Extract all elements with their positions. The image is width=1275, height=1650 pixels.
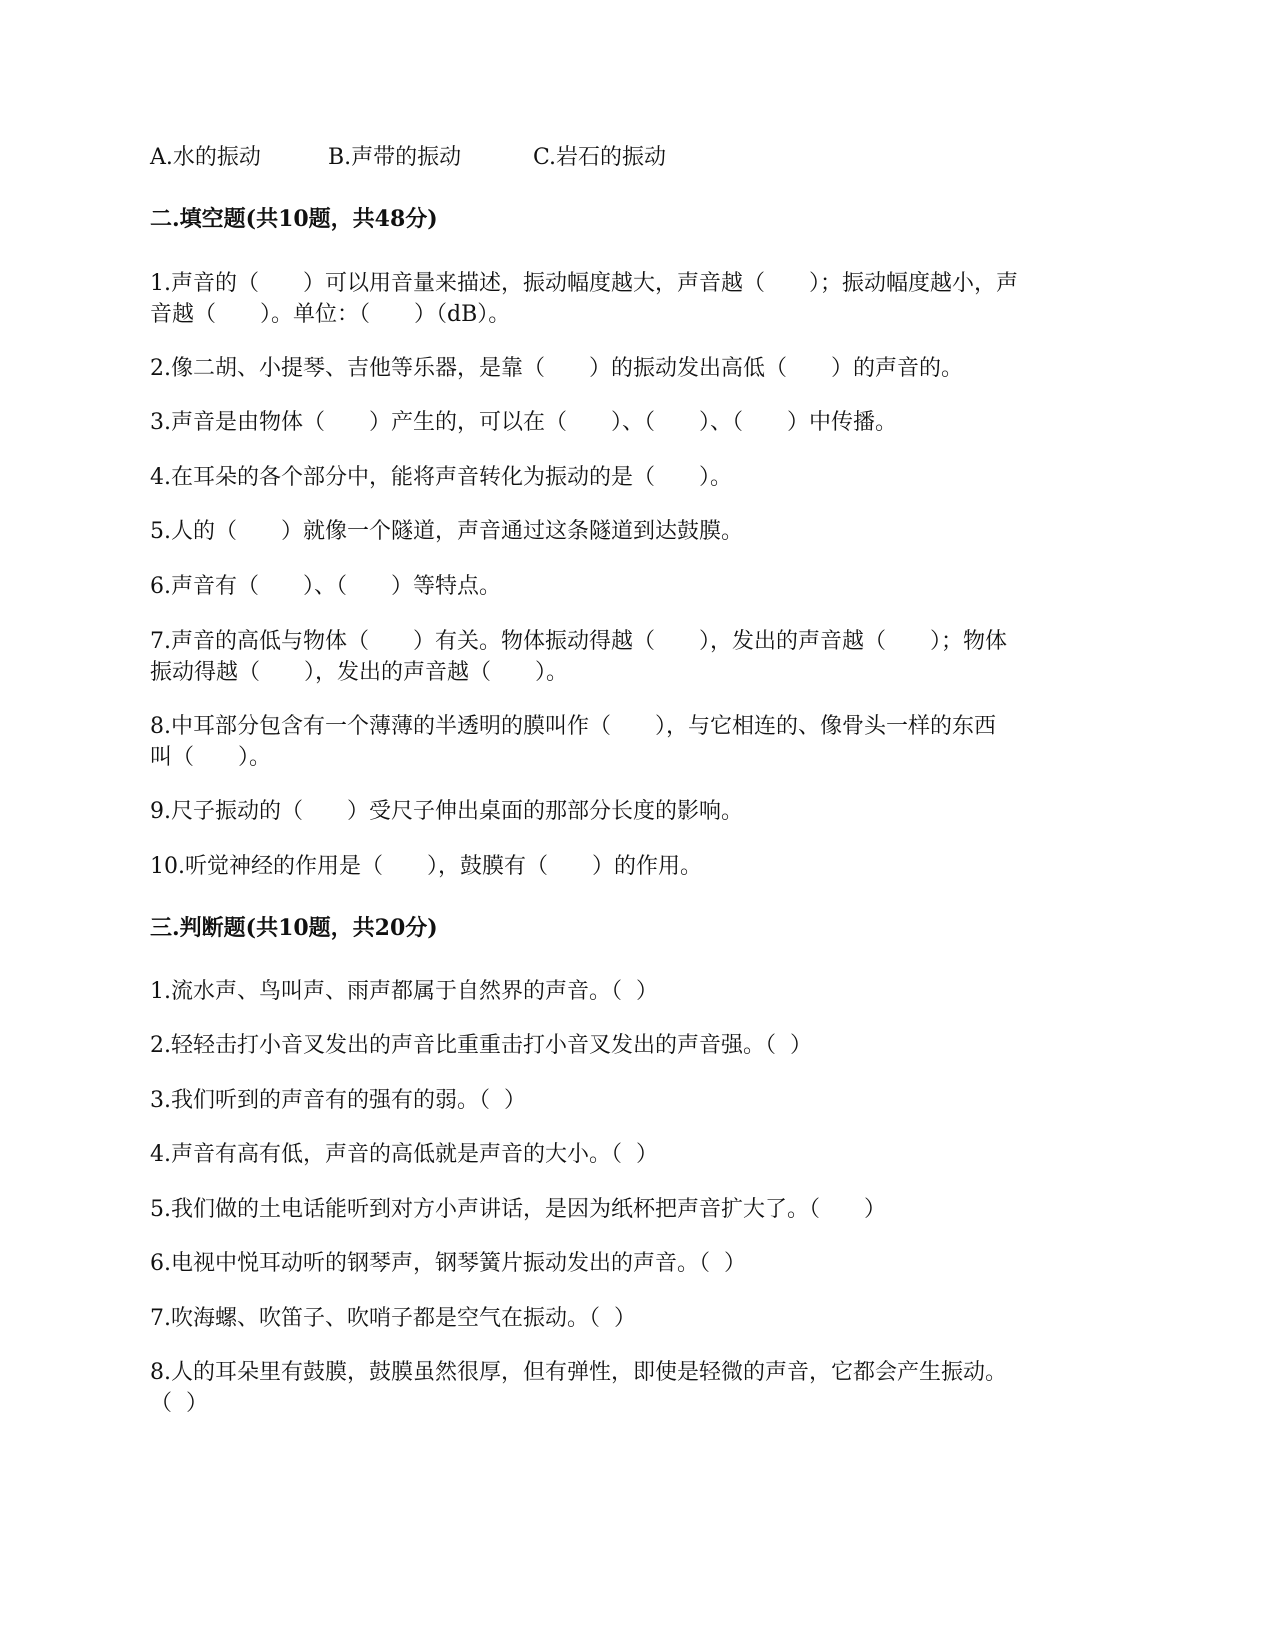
- judge-question-8-line-1: 8.人的耳朵里有鼓膜，鼓膜虽然很厚，但有弹性，即使是轻微的声音，它都会产生振动。: [150, 1360, 1007, 1385]
- fill-question-10: 10.听觉神经的作用是（ ），鼓膜有（ ）的作用。: [150, 854, 702, 879]
- judge-question-8-line-2: （ ）: [150, 1391, 208, 1416]
- judge-question-7: 7.吹海螺、吹笛子、吹哨子都是空气在振动。（ ）: [150, 1306, 636, 1331]
- fill-question-6: 6.声音有（ ）、（ ）等特点。: [150, 574, 501, 599]
- fill-question-7-line-1: 7.声音的高低与物体（ ）有关。物体振动得越（ ），发出的声音越（ ）；物体: [150, 629, 1007, 654]
- judge-question-6: 6.电视中悦耳动听的钢琴声，钢琴簧片振动发出的声音。（ ）: [150, 1251, 746, 1276]
- judge-question-3: 3.我们听到的声音有的强有的弱。（ ）: [150, 1088, 526, 1113]
- fill-question-3: 3.声音是由物体（ ）产生的，可以在（ ）、（ ）、（ ）中传播。: [150, 410, 897, 435]
- fill-question-9: 9.尺子振动的（ ）受尺子伸出桌面的那部分长度的影响。: [150, 799, 743, 824]
- judge-question-4: 4.声音有高有低，声音的高低就是声音的大小。（ ）: [150, 1142, 658, 1167]
- fill-question-4: 4.在耳朵的各个部分中，能将声音转化为振动的是（ ）。: [150, 465, 732, 490]
- fill-question-2: 2.像二胡、小提琴、吉他等乐器，是靠（ ）的振动发出高低（ ）的声音的。: [150, 356, 963, 381]
- judge-question-1: 1.流水声、鸟叫声、雨声都属于自然界的声音。（ ）: [150, 979, 658, 1004]
- option-c: C.岩石的振动: [533, 145, 667, 170]
- section-2-heading: 二.填空题(共10题，共48分): [150, 206, 438, 232]
- fill-question-5: 5.人的（ ）就像一个隧道，声音通过这条隧道到达鼓膜。: [150, 519, 743, 544]
- fill-question-8-line-1: 8.中耳部分包含有一个薄薄的半透明的膜叫作（ ），与它相连的、像骨头一样的东西: [150, 714, 996, 739]
- previous-question-options: [150, 142, 1125, 173]
- fill-question-1-line-1: 1.声音的（ ）可以用音量来描述，振动幅度越大，声音越（ ）；振动幅度越小，声: [150, 271, 1018, 296]
- judge-question-5: 5.我们做的土电话能听到对方小声讲话，是因为纸杯把声音扩大了。（ ）: [150, 1197, 886, 1222]
- option-b: B.声带的振动: [328, 145, 462, 170]
- option-a: A.水的振动: [150, 145, 261, 170]
- fill-question-7-line-2: 振动得越（ ），发出的声音越（ ）。: [150, 660, 569, 685]
- fill-question-8-line-2: 叫（ ）。: [150, 745, 272, 770]
- section-3-heading: 三.判断题(共10题，共20分): [150, 915, 438, 941]
- judge-question-2: 2.轻轻击打小音叉发出的声音比重重击打小音叉发出的声音强。（ ）: [150, 1033, 812, 1058]
- fill-question-1-line-2: 音越（ ）。单位：（ ）（dB）。: [150, 302, 511, 327]
